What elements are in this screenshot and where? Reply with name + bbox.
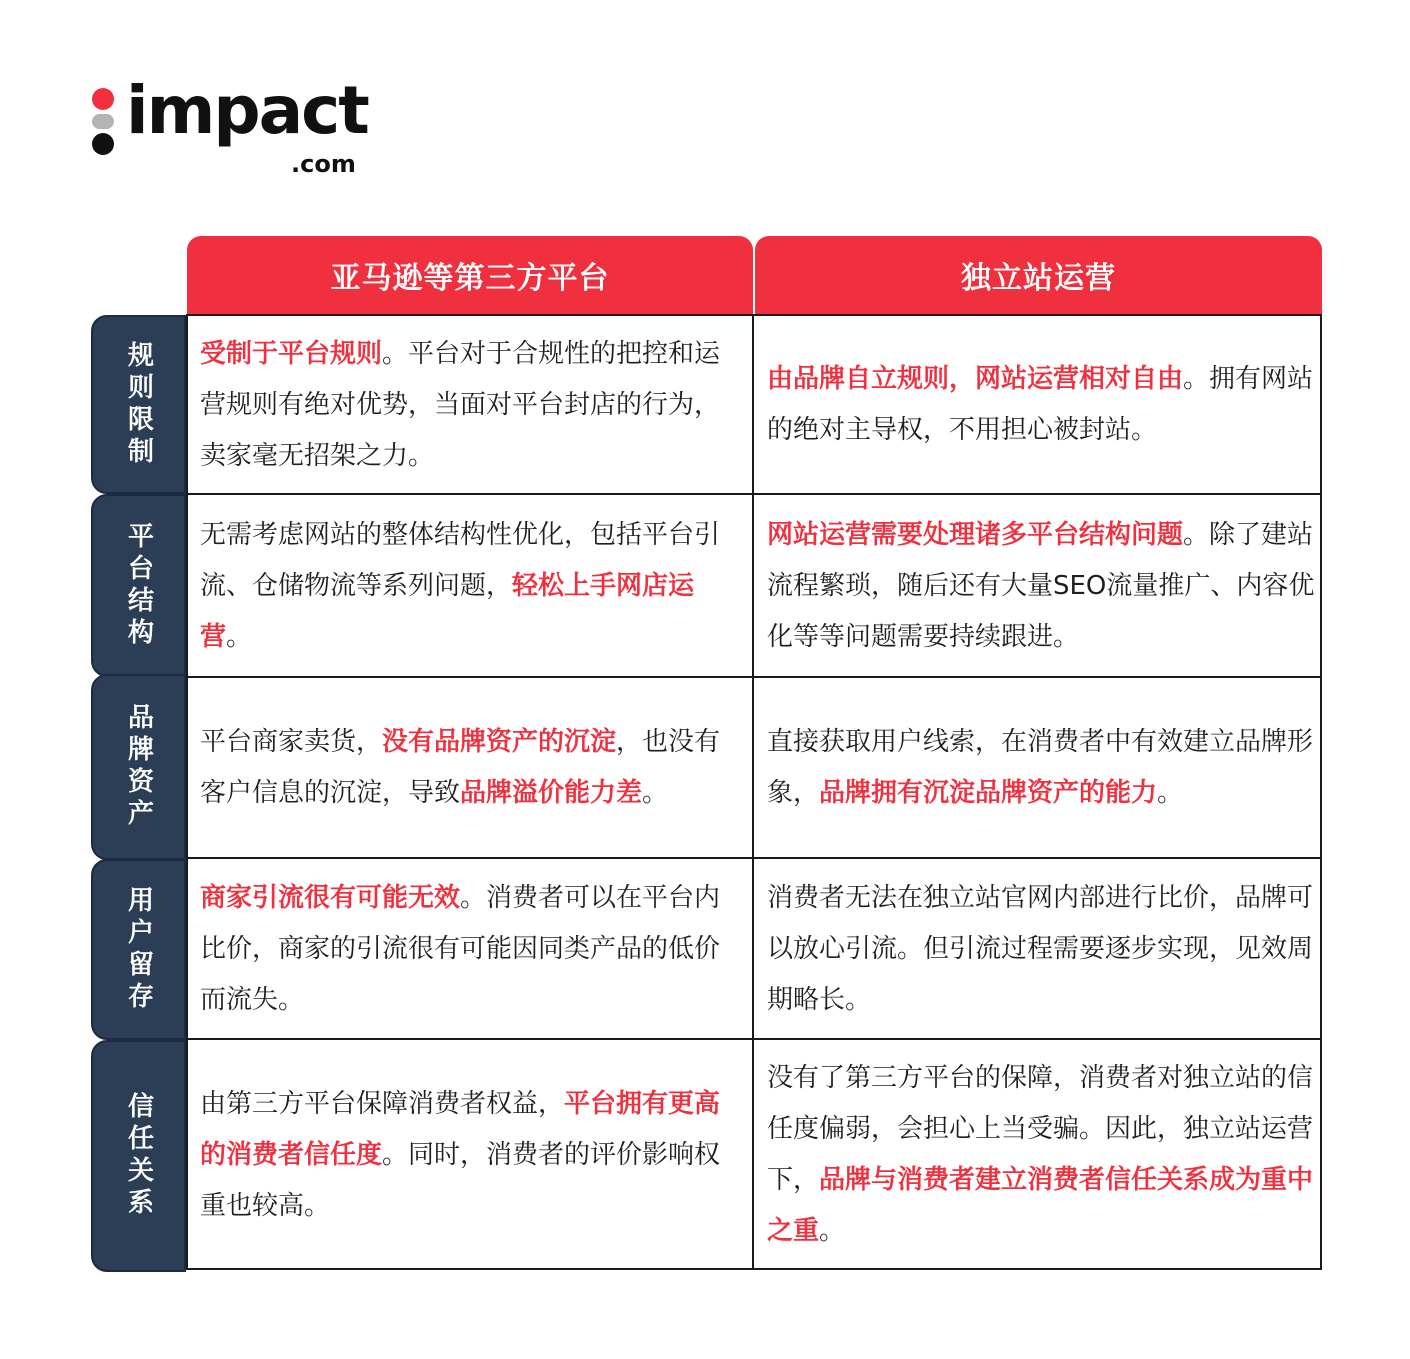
row-label-text: 用户留存 (123, 885, 154, 1014)
logo-wordmark: impact (126, 72, 368, 149)
logo-black-dot (92, 133, 114, 155)
highlight-text: 品牌拥有沉淀品牌资产的能力 (819, 778, 1158, 808)
body-text: 。 (819, 1216, 846, 1246)
highlight-text: 品牌与消费者建立消费者信任关系成为重中之重 (767, 1165, 1314, 1246)
row-label-structure (91, 494, 186, 677)
column-divider (752, 314, 754, 1270)
cell-brand-independent (767, 678, 1315, 858)
cell-rules-independent (767, 316, 1315, 494)
highlight-text: 没有品牌资产的沉淀 (382, 727, 617, 757)
cell-trust-independent (767, 1040, 1315, 1270)
cell-retention-third-party (200, 859, 725, 1039)
body-text: 平台商家卖货， (200, 727, 383, 757)
row-label-brand-assets (91, 674, 186, 860)
body-text: 由第三方平台保障消费者权益， (200, 1088, 565, 1119)
row-label-text: 平台结构 (123, 521, 154, 650)
body-text: 。拥有网站的绝对主导权，不用担心被封站。 (767, 364, 1314, 445)
highlight-text: 受制于平台规则 (200, 338, 383, 369)
body-text: 。 (642, 778, 669, 808)
body-text: ，也没有客户信息的沉淀，导致 (200, 727, 721, 808)
body-text: 。 (1157, 778, 1184, 808)
body-text: 。同时，消费者的评价影响权重也较高。 (200, 1139, 721, 1221)
cell-structure-independent (767, 495, 1315, 677)
highlight-text: 品牌溢价能力差 (460, 778, 643, 808)
cell-rules-third-party (200, 316, 725, 494)
body-text: 。消费者可以在平台内比价，商家的引流很有可能因同类产品的低价而流失。 (200, 882, 721, 1015)
row-label-retention (91, 859, 186, 1040)
body-text: 无需考虑网站的整体结构性优化，包括平台引流、仓储物流等系列问题， (200, 519, 721, 601)
cell-retention-independent (767, 859, 1315, 1039)
highlight-text: 轻松上手网店运营 (200, 570, 695, 652)
body-text: 消费者无法在独立站官网内部进行比价，品牌可以放心引流。但引流过程需要逐步实现，见效周期略长。 (767, 882, 1314, 1015)
impact-logo (90, 72, 390, 184)
row-label-text: 品牌资产 (123, 703, 154, 831)
cell-brand-third-party (200, 678, 725, 858)
logo-grey-dot (92, 114, 114, 129)
highlight-text: 网站运营需要处理诸多平台结构问题 (767, 519, 1184, 550)
cell-structure-third-party (200, 495, 725, 677)
row-label-text: 规则限制 (123, 340, 154, 469)
column-header-third-party: 亚马逊等第三方平台 (187, 236, 753, 314)
column-header-independent-site: 独立站运营 (755, 236, 1322, 314)
highlight-text: 平台拥有更高的消费者信任度 (200, 1088, 721, 1170)
cell-trust-third-party (200, 1040, 725, 1270)
row-label-rules (91, 315, 186, 494)
row-label-text: 信任关系 (123, 1092, 154, 1220)
logo-red-dot (92, 88, 114, 110)
body-text: 直接获取用户线索，在消费者中有效建立品牌形象， (767, 727, 1314, 808)
highlight-text: 由品牌自立规则，网站运营相对自由 (767, 364, 1184, 394)
body-text: 没有了第三方平台的保障，消费者对独立站的信任度偏弱，会担心上当受骗。因此，独立站运营下， (767, 1063, 1314, 1195)
logo-domain: .com (291, 150, 356, 178)
row-label-trust (91, 1040, 186, 1272)
highlight-text: 商家引流很有可能无效 (200, 882, 461, 913)
body-text: 。 (226, 621, 253, 652)
body-text: 。除了建站流程繁琐，随后还有大量SEO流量推广、内容优化等等问题需要持续跟进。 (767, 519, 1315, 652)
body-text: 。平台对于合规性的把控和运营规则有绝对优势，当面对平台封店的行为，卖家毫无招架之力。 (200, 338, 721, 471)
